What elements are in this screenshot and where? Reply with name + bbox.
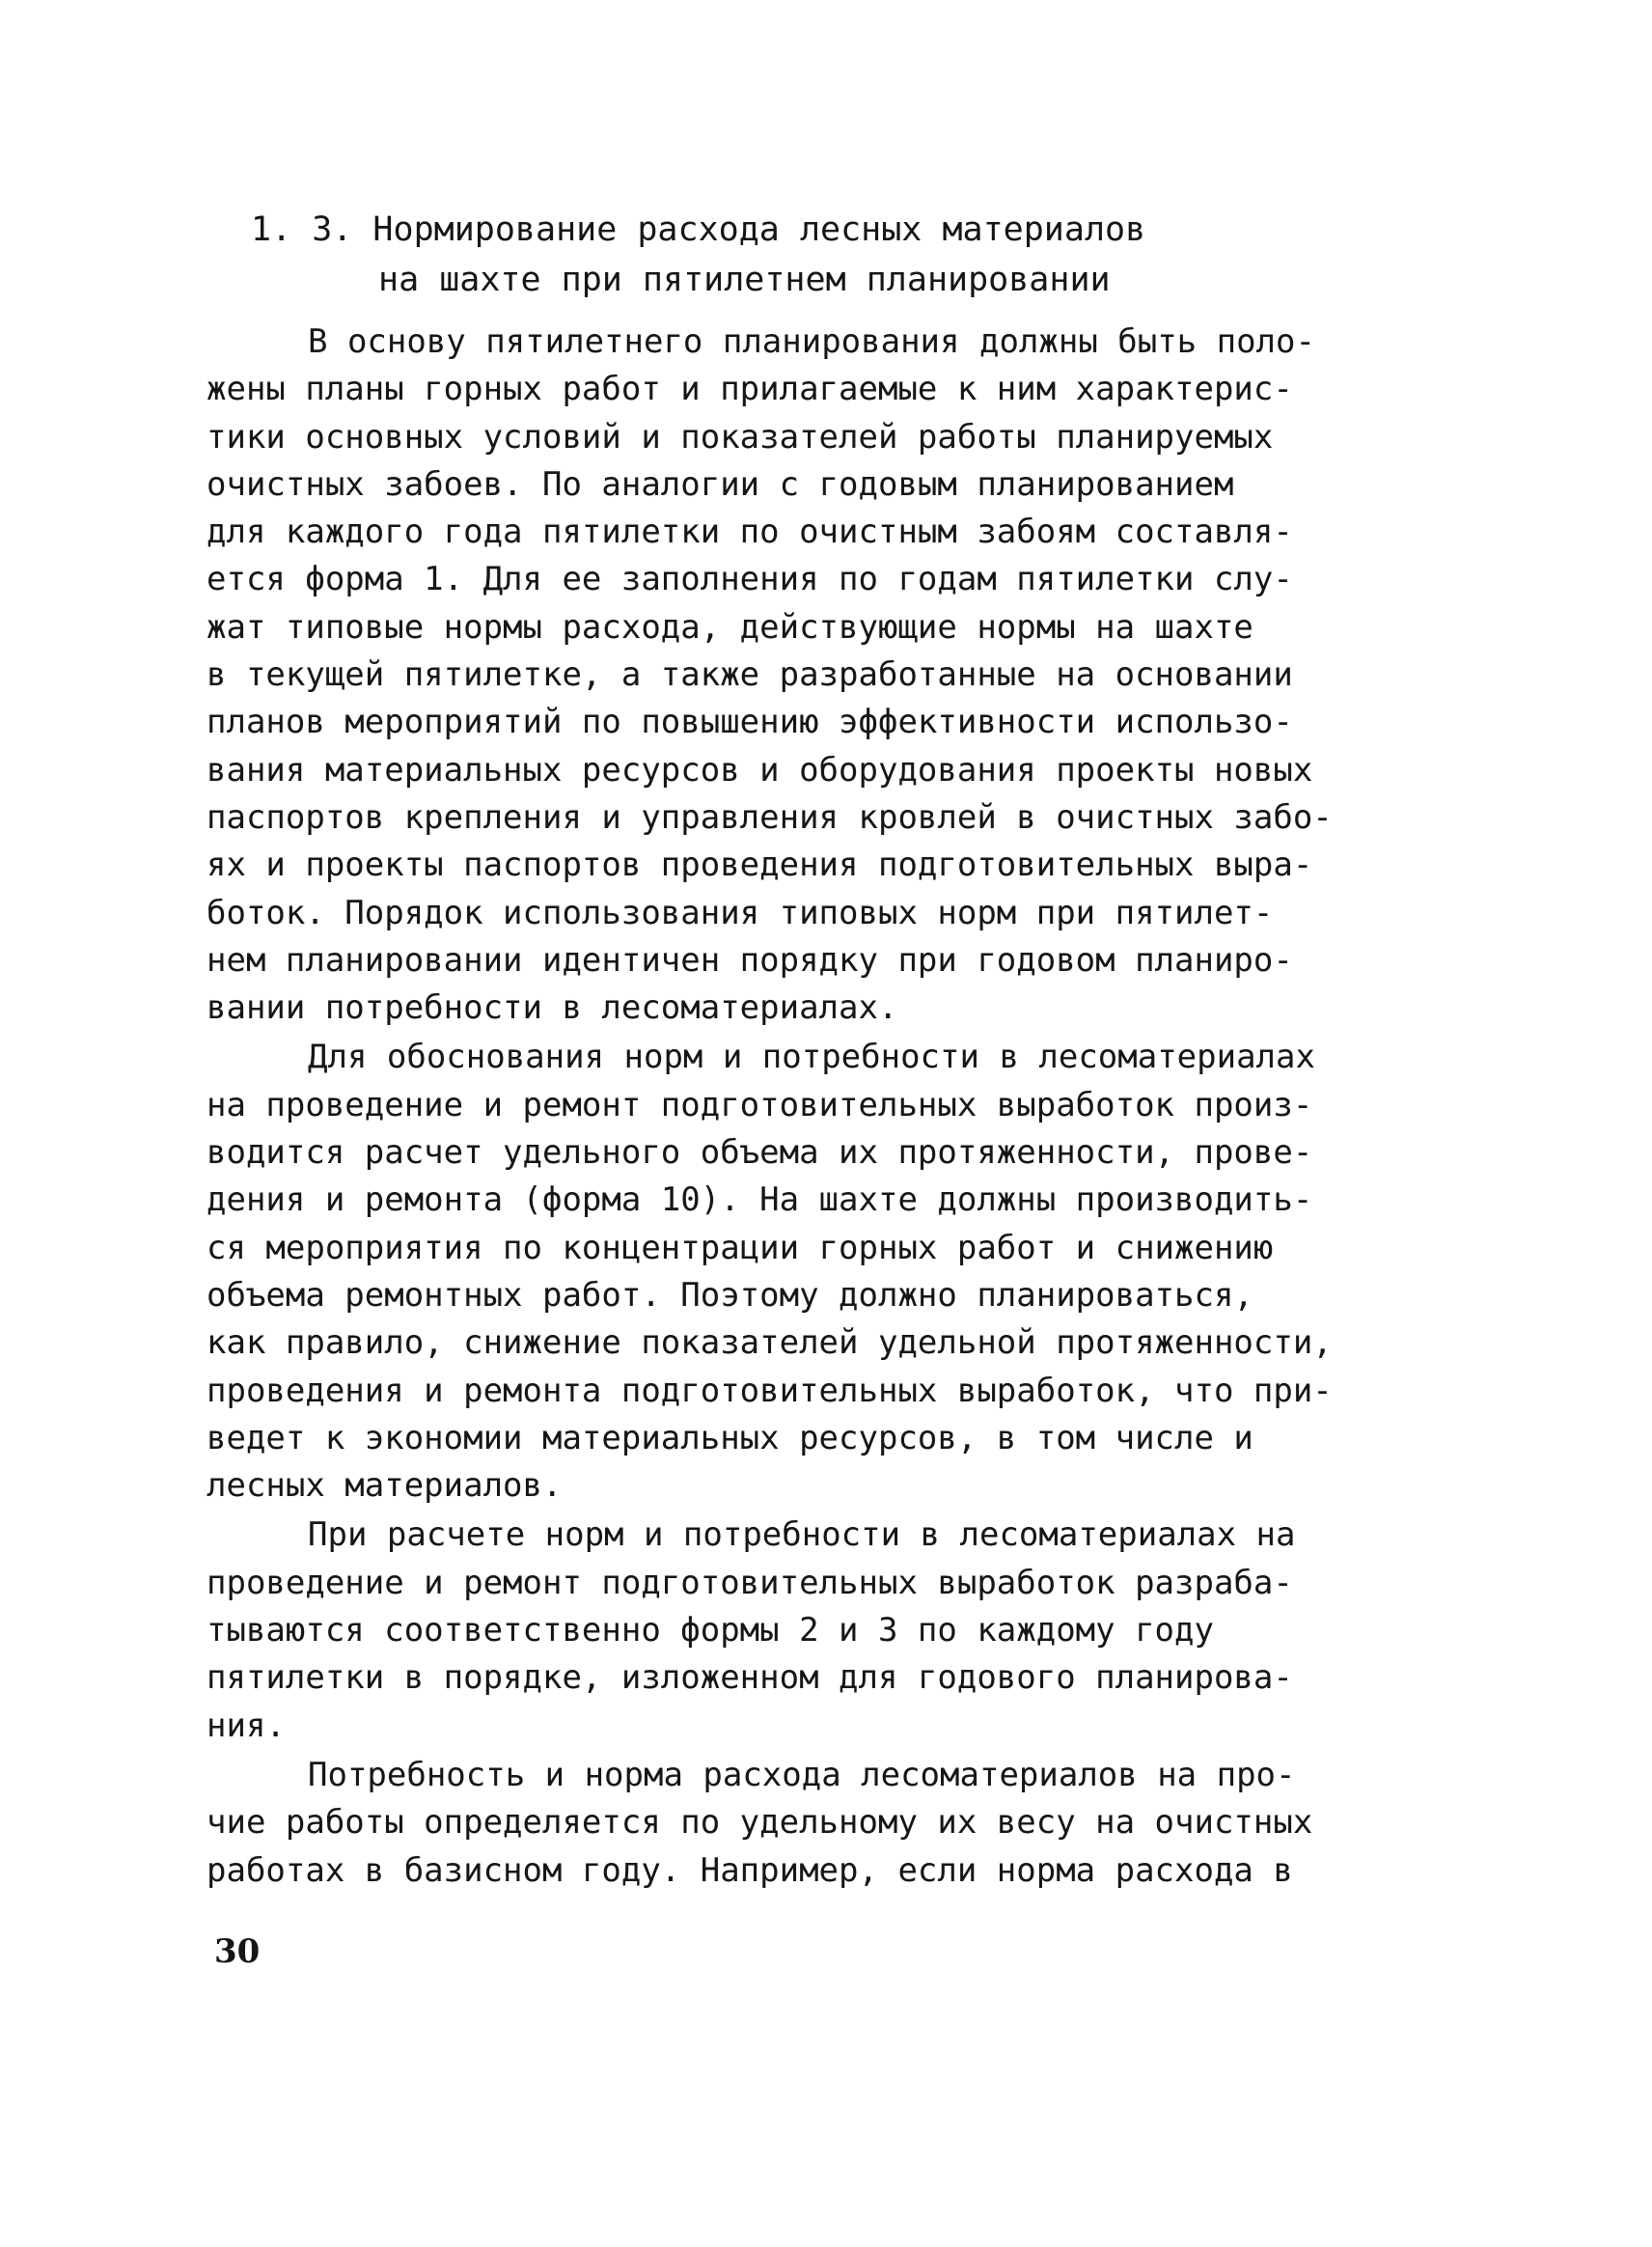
text-line: паспортов крепления и управления кровлей в очистных забо- [206, 797, 1333, 837]
page-number: 30 [214, 1932, 261, 1971]
text-line: для каждого года пятилетки по очистным забоям составля- [206, 513, 1293, 552]
paragraph-2 [206, 1034, 1471, 1510]
text-line: Для обоснования норм и потребности в лесоматериалах [308, 1038, 1315, 1077]
text-line: ях и проекты паспортов проведения подготовительных выра- [206, 846, 1313, 885]
section-heading [251, 205, 1409, 305]
text-line: ется форма 1. Для ее заполнения по годам пятилетки слу- [206, 560, 1293, 599]
text-line: ведет к экономии материальных ресурсов, в том числе и [206, 1418, 1253, 1457]
text-line: вания материальных ресурсов и оборудования проекты новых [206, 750, 1313, 790]
text-line: При расчете норм и потребности в лесоматериалах на [308, 1515, 1296, 1555]
text-line: боток. Порядок использования типовых норм при пятилет- [206, 893, 1274, 932]
text-line: тики основных условий и показателей работы планируемых [206, 417, 1274, 457]
paragraph-3 [206, 1512, 1471, 1749]
text-line: В основу пятилетнего планирования должны быть поло- [308, 322, 1315, 361]
text-line: ся мероприятия по концентрации горных работ и снижению [206, 1228, 1274, 1267]
text-line: объема ремонтных работ. Поэтому должно планироваться, [206, 1275, 1253, 1315]
text-line: как правило, снижение показателей удельной протяженности, [206, 1323, 1333, 1363]
text-line: дения и ремонта (форма 10). На шахте должны производить- [206, 1180, 1313, 1220]
text-line: водится расчет удельного объема их протяженности, прове- [206, 1133, 1313, 1173]
text-line: нем планировании идентичен порядку при годовом планиро- [206, 940, 1293, 980]
text-line: проведение и ремонт подготовительных выработок разраба- [206, 1563, 1293, 1602]
text-line: лесных материалов. [206, 1466, 563, 1506]
heading-line-1: 1. 3. Нормирование расхода лесных материалов [251, 210, 1146, 249]
paragraph-1 [206, 319, 1471, 1032]
text-line: планов мероприятий по повышению эффективности использо- [206, 703, 1293, 742]
text-line: жат типовые нормы расхода, действующие нормы на шахте [206, 607, 1253, 647]
text-line: работах в базисном году. Например, если норма расхода в [206, 1850, 1293, 1890]
paragraph-4 [206, 1752, 1471, 1895]
heading-line-2: на шахте при пятилетнем планировании [378, 261, 1111, 299]
text-line: очистных забоев. По аналогии с годовым планированием [206, 464, 1234, 504]
text-line: в текущей пятилетке, а также разработанные на основании [206, 655, 1293, 695]
text-line: Потребность и норма расхода лесоматериалов на про- [308, 1755, 1296, 1794]
text-line: чие работы определяется по удельному их весу на очистных [206, 1803, 1313, 1843]
body-text [206, 319, 1471, 1895]
text-line: жены планы горных работ и прилагаемые к ним характерис- [206, 370, 1293, 409]
text-line: на проведение и ремонт подготовительных выработок произ- [206, 1085, 1313, 1124]
text-line: проведения и ремонта подготовительных выработок, что при- [206, 1371, 1333, 1410]
text-line: тываются соответственно формы 2 и 3 по каждому году [206, 1611, 1214, 1651]
text-line: ния. [206, 1706, 286, 1745]
text-line: пятилетки в порядке, изложенном для годового планирова- [206, 1658, 1293, 1698]
text-line: вании потребности в лесоматериалах. [206, 988, 898, 1028]
